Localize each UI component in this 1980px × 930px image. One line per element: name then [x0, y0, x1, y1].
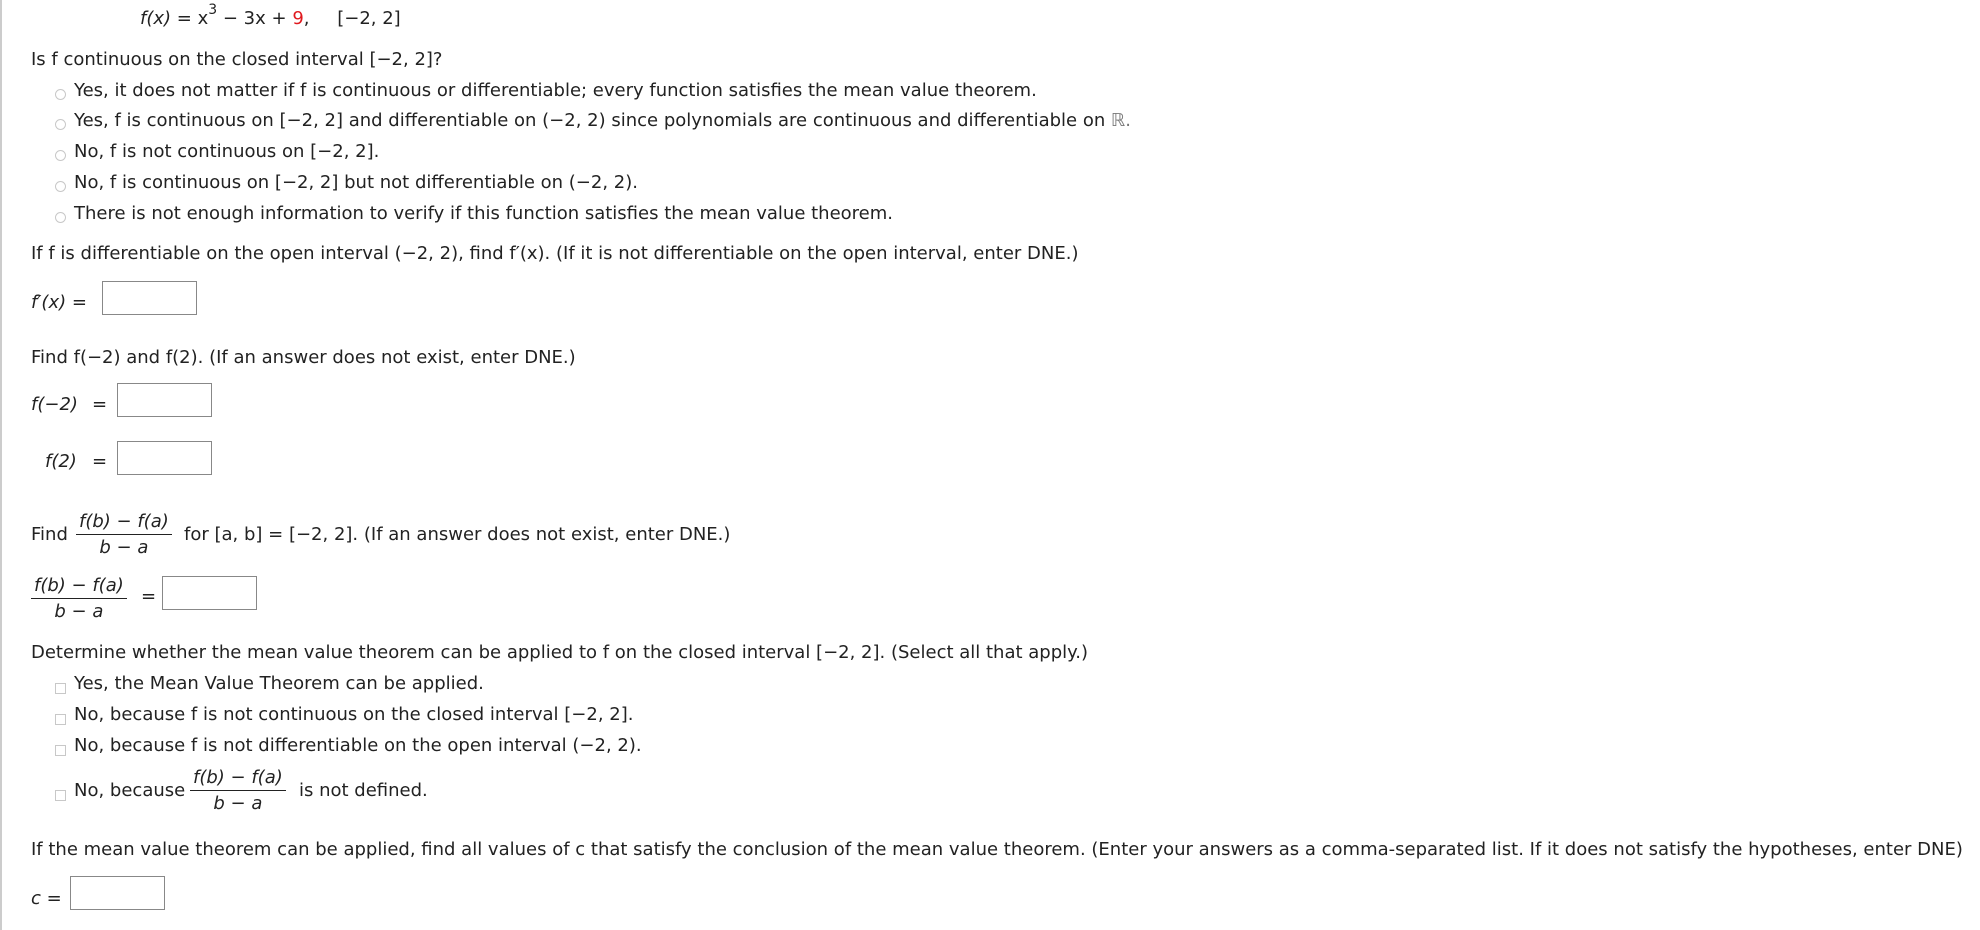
q4-answer-numerator: f(b) − f(a)	[31, 575, 127, 599]
q5-checkbox-4[interactable]	[55, 790, 66, 801]
q5-option-2: No, because f is not continuous on the closed interval [−2, 2].	[74, 704, 634, 725]
q5-option-4-fraction	[190, 767, 286, 814]
q4-answer-fraction	[31, 575, 127, 622]
function-comma: ,	[303, 8, 310, 29]
q1-option-5: There is not enough information to verify if this function satisfies the mean value theorem.	[74, 203, 893, 224]
q5-option-1: Yes, the Mean Value Theorem can be applied.	[74, 673, 484, 694]
function-exponent: 3	[208, 2, 218, 18]
q1-radio-1[interactable]	[55, 89, 66, 100]
function-definition	[140, 2, 401, 29]
q3-eq-b: =	[92, 451, 108, 472]
q5-option-3: No, because f is not differentiable on the open interval (−2, 2).	[74, 735, 642, 756]
q1-option-2	[74, 110, 1131, 131]
q5-checkbox-2[interactable]	[55, 714, 66, 725]
c-values-input[interactable]	[70, 876, 165, 910]
q5-option-4-denominator: b − a	[213, 793, 263, 814]
q4-find: Find	[31, 524, 68, 545]
q1-option-3: No, f is not continuous on [−2, 2].	[74, 141, 380, 162]
q4-answer-denominator: b − a	[54, 601, 104, 622]
q1-radio-4[interactable]	[55, 181, 66, 192]
difference-quotient-input[interactable]	[162, 576, 257, 610]
function-interval: [−2, 2]	[337, 8, 401, 29]
q4-answer-eq: =	[141, 586, 157, 607]
q1-radio-5[interactable]	[55, 212, 66, 223]
f-2-input[interactable]	[117, 441, 212, 475]
function-constant: 9	[292, 8, 304, 29]
f-minus-2-input[interactable]	[117, 383, 212, 417]
reals-symbol: ℝ.	[1110, 110, 1131, 131]
q1-option-1: Yes, it does not matter if f is continuous or differentiable; every function satisfies the mean value theorem.	[74, 80, 1037, 101]
function-lhs: f(x)	[140, 8, 172, 29]
q1-option-4: No, f is continuous on [−2, 2] but not differentiable on (−2, 2).	[74, 172, 638, 193]
q2-label: f′(x) =	[31, 292, 87, 313]
q5-option-4-numerator: f(b) − f(a)	[190, 767, 286, 791]
q4-denominator: b − a	[99, 537, 149, 558]
q6-label: c =	[31, 888, 62, 909]
q6-prompt: If the mean value theorem can be applied, find all values of c that satisfy the conclusion of the mean value theorem. (Enter your answers as a comma-separated list. If it does not satisfy the hypotheses, enter DNE)	[31, 839, 1963, 860]
function-eq: = x	[171, 8, 209, 29]
q3-label-b: f(2)	[45, 451, 77, 472]
q1-option-2-text: Yes, f is continuous on [−2, 2] and differentiable on (−2, 2) since polynomials are continuous and differentiable on	[74, 110, 1111, 131]
q5-checkbox-3[interactable]	[55, 745, 66, 756]
left-border	[0, 0, 2, 930]
q4-fraction	[76, 511, 172, 558]
q4-numerator: f(b) − f(a)	[76, 511, 172, 535]
q1-radio-2[interactable]	[55, 119, 66, 130]
fprime-input[interactable]	[102, 281, 197, 315]
q4-suffix: for [a, b] = [−2, 2]. (If an answer does not exist, enter DNE.)	[184, 524, 731, 545]
q1-prompt: Is f continuous on the closed interval [−2, 2]?	[31, 49, 443, 70]
q5-checkbox-1[interactable]	[55, 683, 66, 694]
q1-radio-3[interactable]	[55, 150, 66, 161]
q2-prompt: If f is differentiable on the open interval (−2, 2), find f′(x). (If it is not differentiable on the open interval, enter DNE.)	[31, 243, 1079, 264]
q3-eq-a: =	[92, 394, 108, 415]
q3-label-a: f(−2)	[31, 394, 78, 415]
q5-option-4-suffix: is not defined.	[299, 780, 428, 801]
q5-option-4-prefix: No, because	[74, 780, 186, 801]
function-middle: − 3x +	[217, 8, 293, 29]
q5-prompt: Determine whether the mean value theorem can be applied to f on the closed interval [−2, 2]. (Select all that apply.)	[31, 642, 1088, 663]
q3-prompt: Find f(−2) and f(2). (If an answer does not exist, enter DNE.)	[31, 347, 576, 368]
